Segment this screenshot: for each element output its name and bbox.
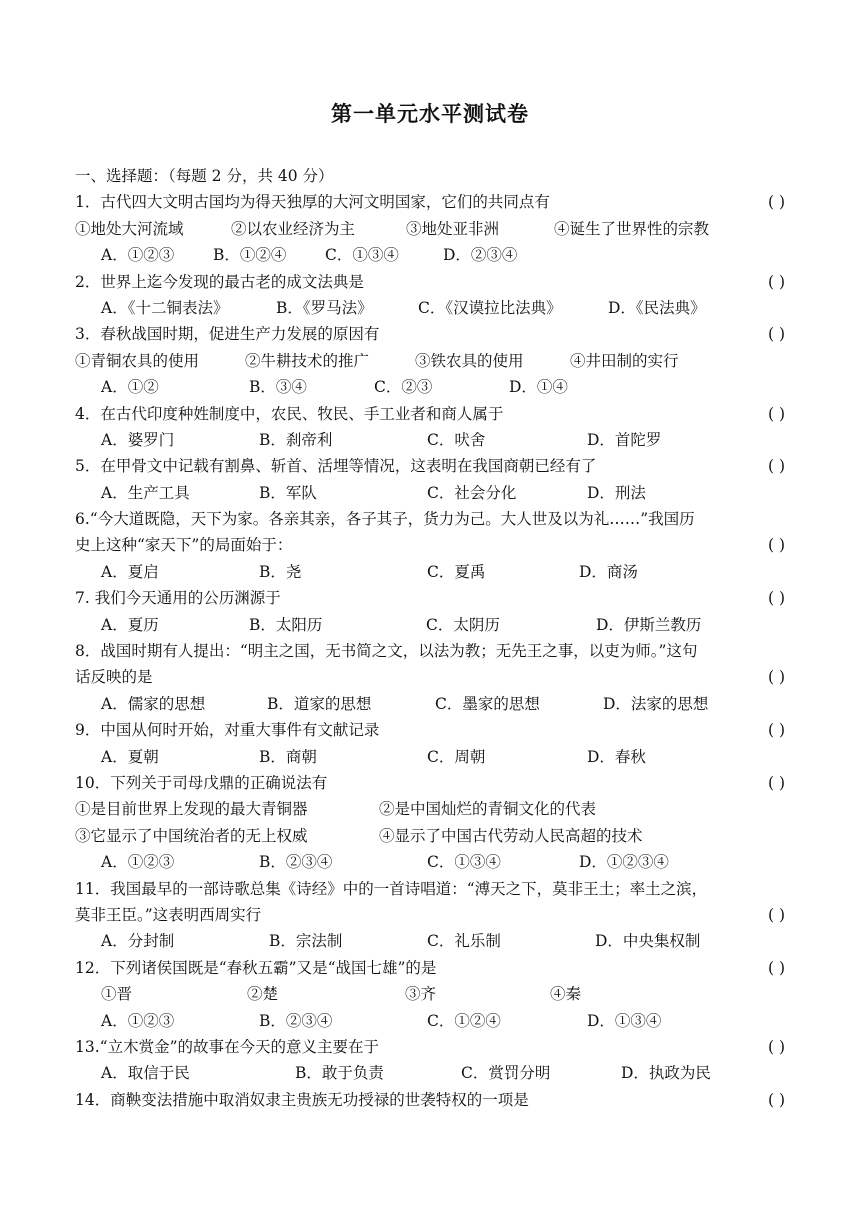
options-line — [75, 612, 787, 638]
option-a[interactable]: A．婆罗门 — [101, 430, 175, 449]
option-c[interactable]: C．②③ — [374, 378, 433, 397]
statement: ②楚 — [247, 985, 279, 1004]
option-d[interactable]: D．①④ — [509, 378, 568, 397]
answer-blank[interactable]: ( ) — [767, 404, 785, 423]
question-line — [75, 902, 787, 928]
statement: ③铁农具的使用 — [415, 351, 524, 370]
answer-blank[interactable]: ( ) — [767, 272, 785, 291]
exam-content — [75, 163, 787, 1113]
statement: ②牛耕技术的推广 — [245, 351, 370, 370]
option-a[interactable]: A．夏历 — [101, 615, 159, 634]
question-line — [75, 1034, 787, 1060]
question-line — [75, 955, 787, 981]
option-b[interactable]: B．刹帝利 — [259, 430, 333, 449]
question-line — [75, 664, 787, 690]
option-b[interactable]: B．②③④ — [259, 1011, 333, 1030]
option-a[interactable]: A．生产工具 — [101, 483, 190, 502]
option-c[interactable]: C．夏禹 — [427, 562, 486, 581]
statement: ①青铜农具的使用 — [75, 351, 200, 370]
question-text: 5．在甲骨文中记载有割鼻、斩首、活埋等情况，这表明在我国商朝已经有了 — [75, 457, 597, 476]
options-line — [75, 1060, 787, 1086]
statement: ③地处亚非洲 — [406, 219, 500, 238]
question-text: 7. 我们今天通用的公历渊源于 — [75, 589, 281, 608]
option-b[interactable]: B．宗法制 — [269, 932, 343, 951]
statement: ④秦 — [550, 985, 582, 1004]
option-c[interactable]: C．吠舍 — [427, 430, 486, 449]
answer-blank[interactable]: ( ) — [767, 536, 785, 555]
question-line — [75, 453, 787, 479]
statement: ④诞生了世界性的宗教 — [554, 219, 710, 238]
options-line — [75, 295, 787, 321]
answer-blank[interactable]: ( ) — [767, 1037, 785, 1056]
option-c[interactable]: C．社会分化 — [427, 483, 517, 502]
question-line — [75, 532, 787, 558]
statement-line — [75, 796, 787, 822]
option-d[interactable]: D．①②③④ — [579, 853, 669, 872]
options-line — [75, 427, 787, 453]
option-b[interactable]: B．②③④ — [259, 853, 333, 872]
answer-blank[interactable]: ( ) — [767, 773, 785, 792]
question-text: 2．世界上迄今发现的最古老的成文法典是 — [75, 272, 364, 291]
question-text: 11．我国最早的一部诗歌总集《诗经》中的一首诗唱道：“溥天之下，莫非王土；率土之滨， — [75, 879, 708, 898]
option-c[interactable]: C．礼乐制 — [427, 932, 501, 951]
option-a[interactable]: A．①②③ — [101, 246, 175, 265]
statement: ③齐 — [405, 985, 437, 1004]
option-d[interactable]: D．执政为民 — [621, 1064, 711, 1083]
option-c[interactable]: C．①③④ — [427, 853, 501, 872]
options-line — [75, 242, 787, 268]
question-line — [75, 321, 787, 347]
options-line — [75, 691, 787, 717]
statement-line — [75, 981, 787, 1007]
options-line — [75, 1008, 787, 1034]
answer-blank[interactable]: ( ) — [767, 457, 785, 476]
option-c[interactable]: C．周朝 — [427, 747, 486, 766]
statement-line — [75, 216, 787, 242]
option-c[interactable]: C．①②④ — [427, 1011, 501, 1030]
option-a[interactable]: A．①②③ — [101, 1011, 175, 1030]
option-a[interactable]: A．儒家的思想 — [101, 694, 206, 713]
question-text: 9．中国从何时开始，对重大事件有文献记录 — [75, 721, 380, 740]
statement: ③它显示了中国统治者的无上权威 — [75, 826, 308, 845]
statement: ①地处大河流域 — [75, 219, 184, 238]
question-text: 4．在古代印度种姓制度中，农民、牧民、手工业者和商人属于 — [75, 404, 504, 423]
question-line — [75, 585, 787, 611]
question-line — [75, 189, 787, 215]
option-d[interactable]: D．首陀罗 — [587, 430, 662, 449]
statement: ④井田制的实行 — [570, 351, 679, 370]
question-text: 话反映的是 — [75, 668, 153, 687]
question-line — [75, 770, 787, 796]
question-text: 8．战国时期有人提出：“明主之国，无书简之文，以法为教；无先王之事，以吏为师。”这句 — [75, 642, 698, 661]
option-a[interactable]: A．《十二铜表法》 — [101, 298, 229, 317]
section-heading: 一、选择题：（每题 2 分，共 40 分） — [75, 167, 334, 185]
question-line — [75, 1087, 787, 1113]
option-b[interactable]: B．③④ — [249, 378, 307, 397]
question-text: 3．春秋战国时期，促进生产力发展的原因有 — [75, 325, 380, 344]
option-b[interactable]: B．《罗马法》 — [276, 298, 373, 317]
option-d[interactable]: D．春秋 — [587, 747, 646, 766]
options-line — [75, 374, 787, 400]
option-d[interactable]: D．②③④ — [443, 246, 518, 265]
statement: ①晋 — [101, 985, 133, 1004]
options-line — [75, 849, 787, 875]
answer-blank[interactable]: ( ) — [767, 721, 785, 740]
question-line — [75, 401, 787, 427]
options-line — [75, 480, 787, 506]
question-text: 莫非王臣。”这表明西周实行 — [75, 905, 262, 924]
answer-blank[interactable]: ( ) — [767, 905, 785, 924]
question-line — [75, 506, 787, 532]
statement-line — [75, 823, 787, 849]
question-text: 13.“立木赏金”的故事在今天的意义主要在于 — [75, 1037, 379, 1056]
option-a[interactable]: A．取信于民 — [101, 1064, 190, 1083]
options-line — [75, 559, 787, 585]
option-c[interactable]: C．①③④ — [325, 246, 399, 265]
options-line — [75, 744, 787, 770]
option-a[interactable]: A．①② — [101, 378, 159, 397]
option-b[interactable]: B．军队 — [259, 483, 317, 502]
answer-blank[interactable]: ( ) — [767, 589, 785, 608]
question-text: 6.“今大道既隐，天下为家。各亲其亲，各子其子，货力为己。大人世及以为礼……”我国历 — [75, 510, 695, 529]
option-b[interactable]: B．敢于负责 — [295, 1064, 384, 1083]
option-b[interactable]: B．商朝 — [259, 747, 317, 766]
option-b[interactable]: B．尧 — [259, 562, 302, 581]
question-line — [75, 269, 787, 295]
option-d[interactable]: D．①③④ — [587, 1011, 662, 1030]
option-a[interactable]: A．夏朝 — [101, 747, 159, 766]
statement-line — [75, 348, 787, 374]
option-d[interactable]: D．伊斯兰教历 — [596, 615, 702, 634]
question-line — [75, 876, 787, 902]
option-d[interactable]: D．商汤 — [579, 562, 638, 581]
option-b[interactable]: B．太阳历 — [249, 615, 323, 634]
option-c[interactable]: C．墨家的思想 — [435, 694, 540, 713]
option-d[interactable]: D．法家的思想 — [603, 694, 709, 713]
option-b[interactable]: B．道家的思想 — [267, 694, 372, 713]
page-title: 第一单元水平测试卷 — [331, 101, 529, 126]
question-text: 12．下列诸侯国既是“春秋五霸”又是“战国七雄”的是 — [75, 958, 437, 977]
answer-blank[interactable]: ( ) — [767, 325, 785, 344]
statement: ②以农业经济为主 — [231, 219, 356, 238]
option-c[interactable]: C．《汉谟拉比法典》 — [418, 298, 562, 317]
question-text: 10．下列关于司母戊鼎的正确说法有 — [75, 773, 328, 792]
option-b[interactable]: B．①②④ — [213, 246, 287, 265]
answer-blank[interactable]: ( ) — [767, 1090, 785, 1109]
options-line — [75, 928, 787, 954]
question-line — [75, 638, 787, 664]
option-a[interactable]: A．夏启 — [101, 562, 159, 581]
question-text: 14．商鞅变法措施中取消奴隶主贵族无功授禄的世袭特权的一项是 — [75, 1090, 529, 1109]
option-d[interactable]: D．中央集权制 — [595, 932, 701, 951]
option-d[interactable]: D．刑法 — [587, 483, 646, 502]
answer-blank[interactable]: ( ) — [767, 958, 785, 977]
option-a[interactable]: A．分封制 — [101, 932, 175, 951]
answer-blank[interactable]: ( ) — [767, 193, 785, 212]
option-c[interactable]: C．赏罚分明 — [461, 1064, 551, 1083]
answer-blank[interactable]: ( ) — [767, 668, 785, 687]
statement: ②是中国灿烂的青铜文化的代表 — [379, 800, 597, 819]
question-text: 史上这种“家天下”的局面始于： — [75, 536, 293, 555]
question-line — [75, 717, 787, 743]
option-c[interactable]: C．太阴历 — [426, 615, 500, 634]
question-text: 1．古代四大文明古国均为得天独厚的大河文明国家，它们的共同点有 — [75, 193, 550, 212]
statement: ①是目前世界上发现的最大青铜器 — [75, 800, 308, 819]
statement: ④显示了中国古代劳动人民高超的技术 — [379, 826, 643, 845]
option-d[interactable]: D．《民法典》 — [608, 298, 706, 317]
option-a[interactable]: A．①②③ — [101, 853, 175, 872]
